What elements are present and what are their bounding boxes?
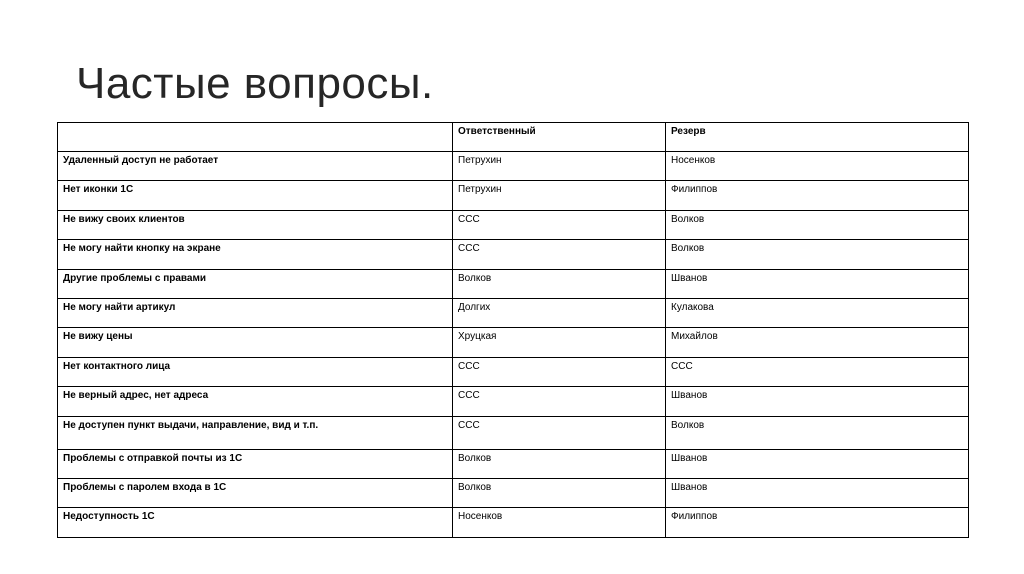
table-row — [58, 449, 969, 478]
reserve-cell: Михайлов — [666, 328, 969, 357]
table-header-row — [58, 123, 969, 152]
table-row — [58, 508, 969, 537]
reserve-cell: Шванов — [666, 449, 969, 478]
responsible-cell: Волков — [453, 269, 666, 298]
table-row — [58, 328, 969, 357]
table-row — [58, 181, 969, 210]
table-row — [58, 152, 969, 181]
responsible-cell: ССС — [453, 416, 666, 449]
question-cell: Не могу найти кнопку на экране — [58, 240, 453, 269]
responsible-cell: Волков — [453, 478, 666, 507]
question-cell: Нет контактного лица — [58, 357, 453, 386]
table-row — [58, 269, 969, 298]
reserve-cell: Волков — [666, 210, 969, 239]
reserve-cell: Волков — [666, 240, 969, 269]
question-cell: Удаленный доступ не работает — [58, 152, 453, 181]
responsible-cell: Хруцкая — [453, 328, 666, 357]
reserve-cell: Носенков — [666, 152, 969, 181]
reserve-cell: Шванов — [666, 478, 969, 507]
question-cell: Другие проблемы с правами — [58, 269, 453, 298]
responsible-cell: Петрухин — [453, 152, 666, 181]
question-cell: Проблемы с паролем входа в 1С — [58, 478, 453, 507]
responsible-cell: Петрухин — [453, 181, 666, 210]
responsible-cell: Носенков — [453, 508, 666, 537]
question-cell: Недоступность 1С — [58, 508, 453, 537]
question-cell: Не вижу цены — [58, 328, 453, 357]
reserve-cell: Волков — [666, 416, 969, 449]
responsible-cell: ССС — [453, 387, 666, 416]
question-cell: Нет иконки 1С — [58, 181, 453, 210]
responsible-cell: Волков — [453, 449, 666, 478]
reserve-cell: Шванов — [666, 269, 969, 298]
table-row — [58, 478, 969, 507]
question-cell: Не верный адрес, нет адреса — [58, 387, 453, 416]
responsible-cell: Долгих — [453, 298, 666, 327]
question-cell: Не доступен пункт выдачи, направление, вид и т.п. — [58, 416, 453, 449]
table-row — [58, 387, 969, 416]
table-row — [58, 298, 969, 327]
header-reserve: Резерв — [666, 123, 969, 152]
table-row — [58, 357, 969, 386]
table-row — [58, 240, 969, 269]
reserve-cell: ССС — [666, 357, 969, 386]
table-row — [58, 210, 969, 239]
responsible-cell: ССС — [453, 357, 666, 386]
reserve-cell: Филиппов — [666, 508, 969, 537]
question-cell: Не могу найти артикул — [58, 298, 453, 327]
responsible-cell: ССС — [453, 240, 666, 269]
header-question — [58, 123, 453, 152]
reserve-cell: Филиппов — [666, 181, 969, 210]
reserve-cell: Кулакова — [666, 298, 969, 327]
question-cell: Проблемы с отправкой почты из 1С — [58, 449, 453, 478]
question-cell: Не вижу своих клиентов — [58, 210, 453, 239]
reserve-cell: Шванов — [666, 387, 969, 416]
header-responsible: Ответственный — [453, 123, 666, 152]
faq-table — [57, 122, 969, 538]
page-title: Частые вопросы. — [76, 59, 434, 108]
responsible-cell: ССС — [453, 210, 666, 239]
table-row — [58, 416, 969, 449]
